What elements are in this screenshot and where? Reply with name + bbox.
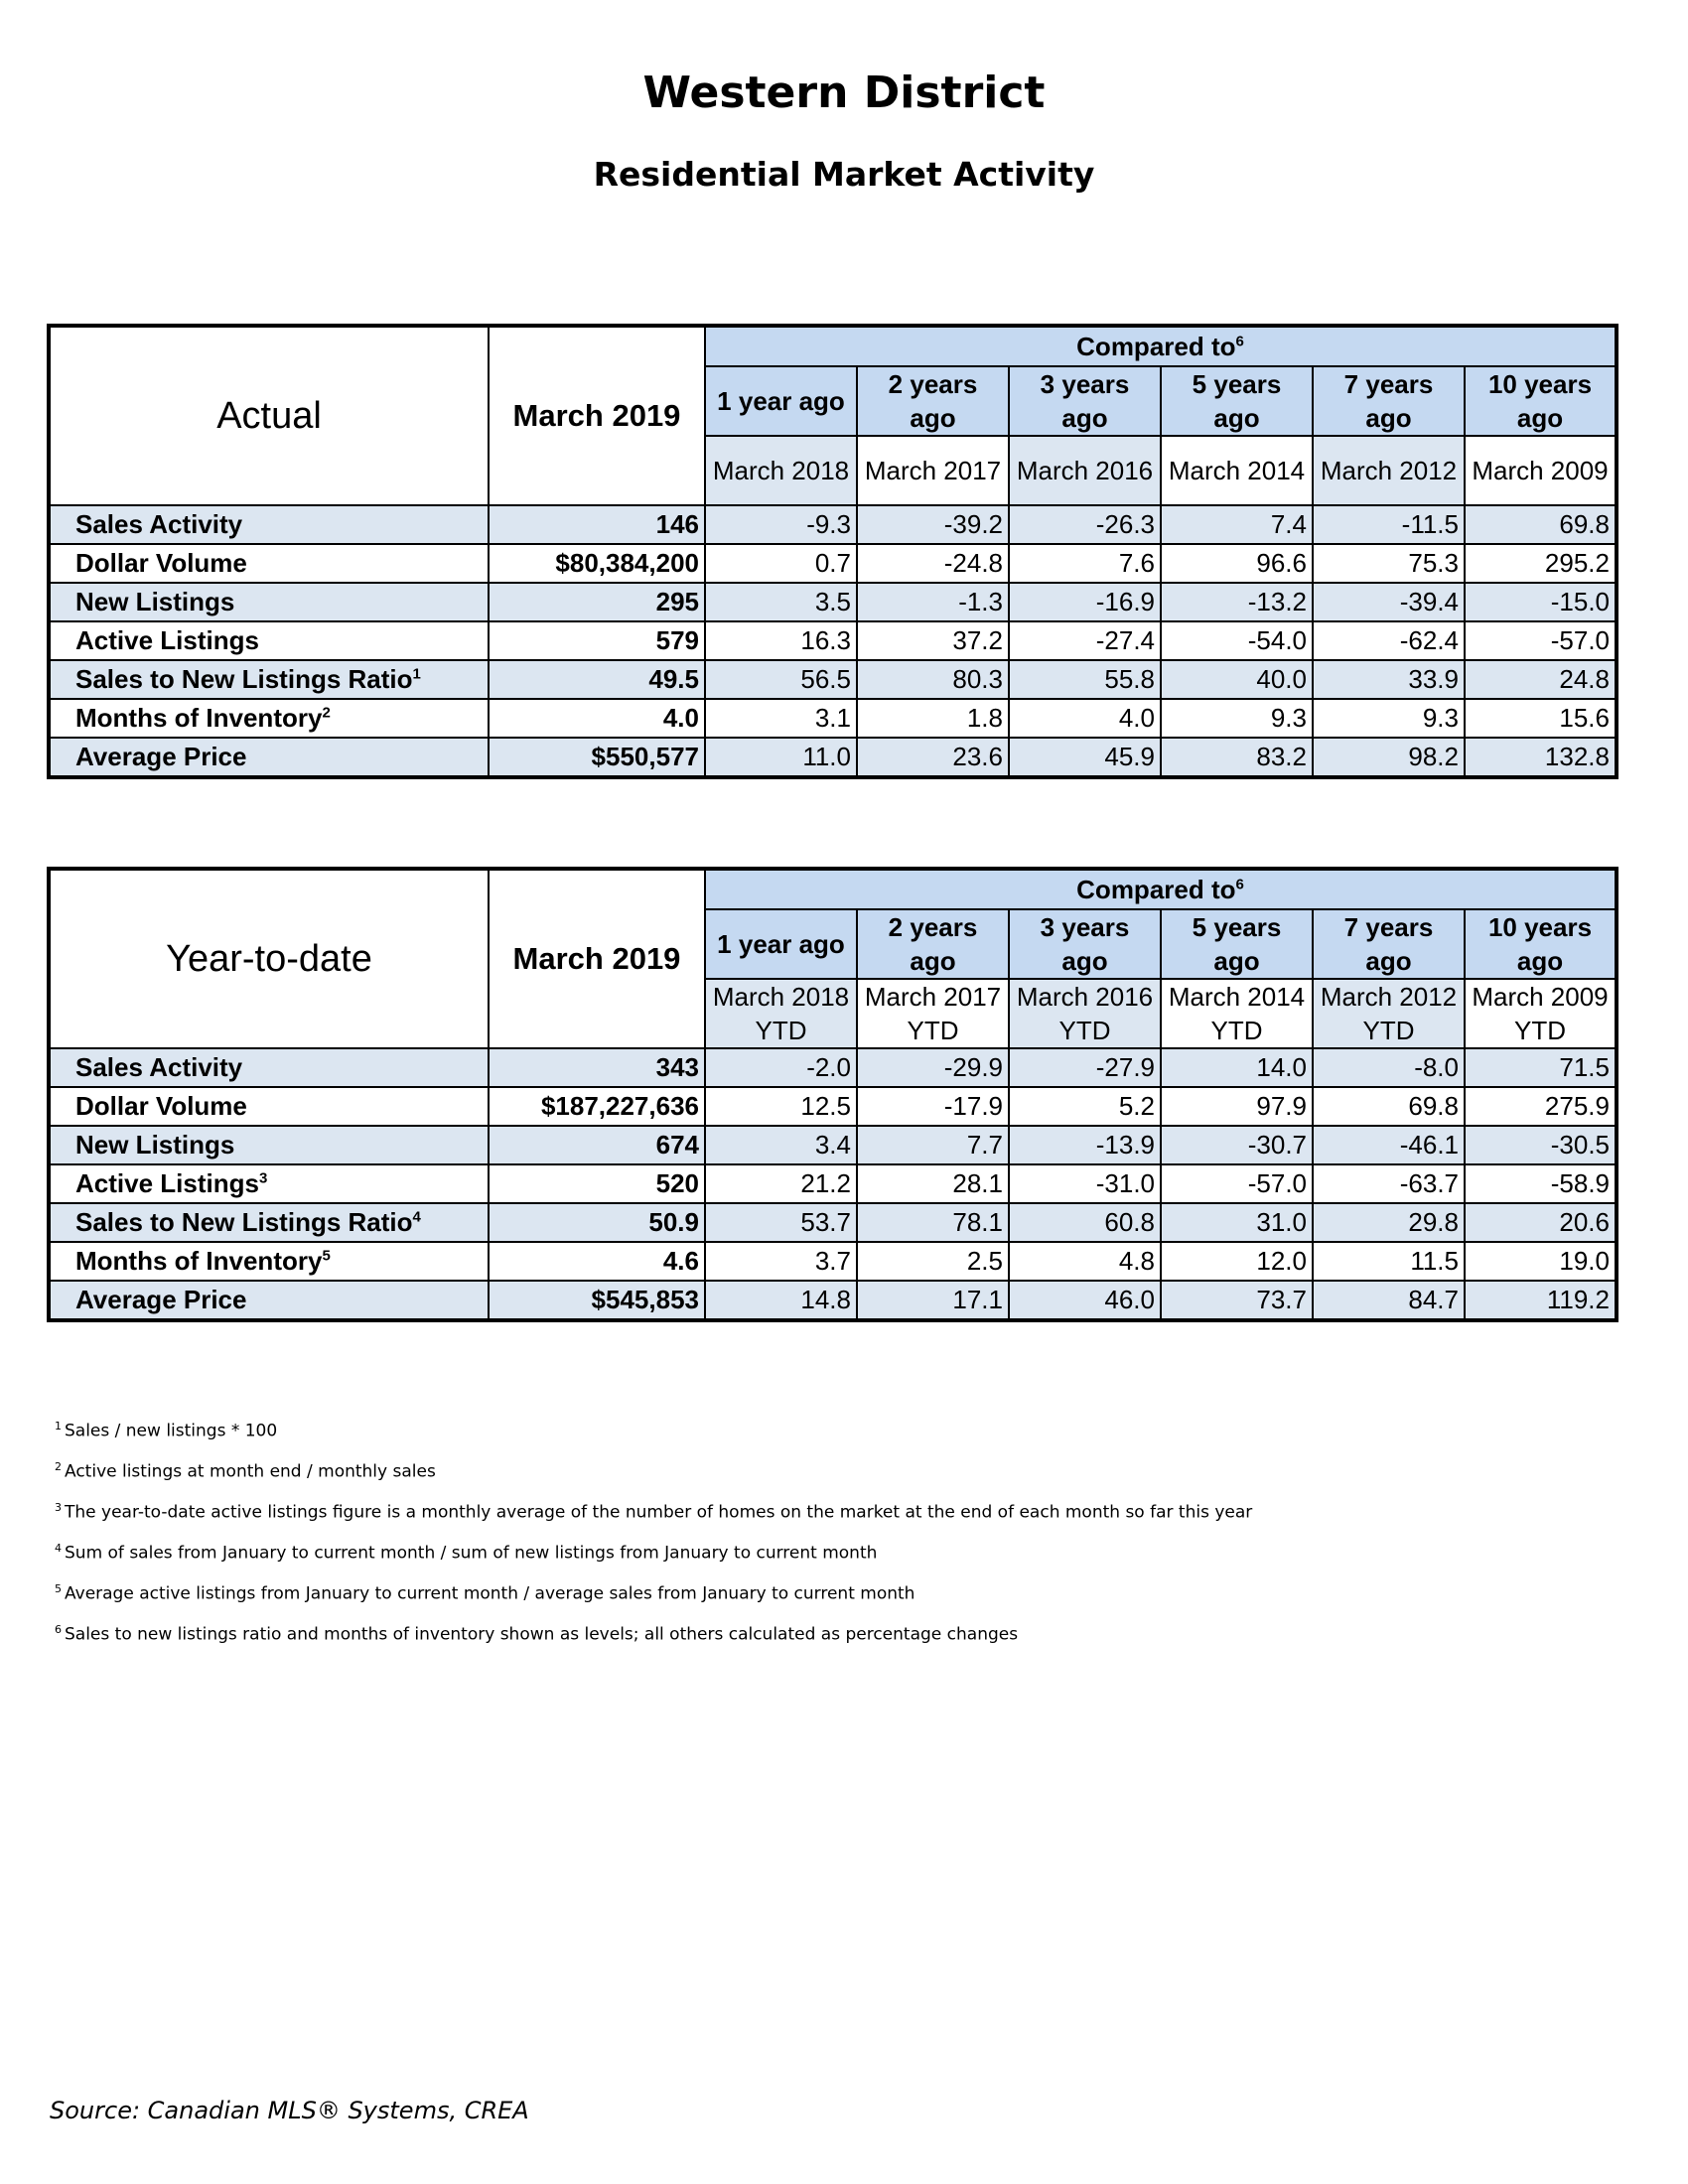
footnote-marker: 2	[322, 704, 331, 722]
row-label	[49, 621, 489, 660]
row-label	[49, 1281, 489, 1320]
table-row	[49, 660, 1617, 699]
table-row	[49, 1242, 1617, 1281]
change-value: 275.9	[1465, 1087, 1617, 1126]
period-header: 7 years ago	[1313, 366, 1465, 436]
footnote-number: 1	[55, 1420, 62, 1433]
row-label-text: Dollar Volume	[75, 1091, 247, 1121]
footnote-text: Sum of sales from January to current month / sum of new listings from January to current month	[65, 1543, 878, 1564]
change-value: 15.6	[1465, 699, 1617, 738]
change-value: -57.0	[1161, 1164, 1313, 1203]
change-value: -8.0	[1313, 1048, 1465, 1087]
change-value: 11.0	[705, 738, 857, 777]
period-header: 2 years ago	[857, 909, 1009, 979]
table-row	[49, 1048, 1617, 1087]
change-value: 23.6	[857, 738, 1009, 777]
period-subheader: March 2009	[1465, 436, 1617, 505]
change-value: -9.3	[705, 505, 857, 544]
table-row	[49, 1087, 1617, 1126]
change-value: -24.8	[857, 544, 1009, 583]
change-value: 98.2	[1313, 738, 1465, 777]
table-row	[49, 1126, 1617, 1164]
current-value: 520	[489, 1164, 705, 1203]
current-value: 50.9	[489, 1203, 705, 1242]
row-label-text: Active Listings	[75, 625, 259, 655]
footnote-marker: 4	[412, 1208, 421, 1226]
footnote-marker: 3	[258, 1169, 268, 1187]
change-value: -16.9	[1009, 583, 1161, 621]
change-value: 119.2	[1465, 1281, 1617, 1320]
change-value: -30.5	[1465, 1126, 1617, 1164]
row-label	[49, 505, 489, 544]
change-value: 295.2	[1465, 544, 1617, 583]
change-value: -29.9	[857, 1048, 1009, 1087]
change-value: -2.0	[705, 1048, 857, 1087]
row-label-text: Sales to New Listings Ratio	[75, 664, 413, 694]
change-value: 132.8	[1465, 738, 1617, 777]
row-label	[49, 660, 489, 699]
period-subheader: March 2014	[1161, 436, 1313, 505]
table-row	[49, 621, 1617, 660]
change-value: 37.2	[857, 621, 1009, 660]
change-value: -27.4	[1009, 621, 1161, 660]
period-header: 5 years ago	[1161, 909, 1313, 979]
period-header: 1 year ago	[705, 909, 857, 979]
row-label	[49, 699, 489, 738]
footnote-text: The year-to-date active listings figure is a monthly average of the number of homes on the market at the end of each month so far this year	[65, 1502, 1253, 1523]
period-header: 3 years ago	[1009, 366, 1161, 436]
row-label	[49, 1126, 489, 1164]
compared-to-header: Compared $to^6$	[705, 326, 1617, 366]
change-value: 12.5	[705, 1087, 857, 1126]
page-subtitle: Residential Market Activity	[593, 155, 1095, 194]
row-label-text: New Listings	[75, 1130, 235, 1160]
current-value: 579	[489, 621, 705, 660]
row-label-text: Dollar Volume	[75, 548, 247, 578]
current-value: $550,577	[489, 738, 705, 777]
period-header: 3 years ago	[1009, 909, 1161, 979]
row-label-text: Sales to New Listings Ratio	[75, 1207, 413, 1237]
row-label	[49, 583, 489, 621]
period-header: 2 years ago	[857, 366, 1009, 436]
table-row	[49, 699, 1617, 738]
change-value: 75.3	[1313, 544, 1465, 583]
period-header: 10 years ago	[1465, 909, 1617, 979]
period-header: 7 years ago	[1313, 909, 1465, 979]
change-value: 78.1	[857, 1203, 1009, 1242]
change-value: 31.0	[1161, 1203, 1313, 1242]
change-value: 83.2	[1161, 738, 1313, 777]
period-subheader: March 2017	[857, 436, 1009, 505]
period-header: 10 years ago	[1465, 366, 1617, 436]
change-value: -27.9	[1009, 1048, 1161, 1087]
footnote-marker: 5	[322, 1247, 331, 1265]
change-value: 33.9	[1313, 660, 1465, 699]
change-value: 4.8	[1009, 1242, 1161, 1281]
period-subheader: March 2014 YTD	[1161, 979, 1313, 1048]
period-subheader: March 2012 YTD	[1313, 979, 1465, 1048]
row-label-text: Average Price	[75, 1285, 247, 1314]
change-value: 97.9	[1161, 1087, 1313, 1126]
change-value: -62.4	[1313, 621, 1465, 660]
table-row	[49, 544, 1617, 583]
change-value: 60.8	[1009, 1203, 1161, 1242]
period-header: 5 years ago	[1161, 366, 1313, 436]
change-value: 28.1	[857, 1164, 1009, 1203]
actual-table	[47, 324, 1618, 779]
footnote	[55, 1415, 1252, 1455]
change-value: 2.5	[857, 1242, 1009, 1281]
change-value: -31.0	[1009, 1164, 1161, 1203]
current-value: 674	[489, 1126, 705, 1164]
footnote-number: 5	[55, 1582, 62, 1595]
table-row	[49, 1164, 1617, 1203]
current-month-header: March 2019	[489, 869, 705, 1048]
footnote	[55, 1618, 1252, 1659]
change-value: -26.3	[1009, 505, 1161, 544]
row-label	[49, 1087, 489, 1126]
current-value: 295	[489, 583, 705, 621]
change-value: -39.4	[1313, 583, 1465, 621]
change-value: 9.3	[1161, 699, 1313, 738]
row-label	[49, 1203, 489, 1242]
change-value: 7.7	[857, 1126, 1009, 1164]
table-row	[49, 1203, 1617, 1242]
row-label-text: Average Price	[75, 742, 247, 771]
change-value: 20.6	[1465, 1203, 1617, 1242]
row-label-text: Months of Inventory	[75, 703, 323, 733]
row-label-text: New Listings	[75, 587, 235, 616]
footnote-number: 3	[55, 1501, 62, 1514]
row-label-text: Months of Inventory	[75, 1246, 323, 1276]
change-value: 0.7	[705, 544, 857, 583]
change-value: 17.1	[857, 1281, 1009, 1320]
change-value: 45.9	[1009, 738, 1161, 777]
compared-to-header: Compared $to^6$	[705, 869, 1617, 909]
change-value: 56.5	[705, 660, 857, 699]
footnote-text: Sales / new listings * 100	[65, 1421, 278, 1441]
period-subheader: March 2016 YTD	[1009, 979, 1161, 1048]
footnote-number: 2	[55, 1460, 62, 1473]
row-label	[49, 738, 489, 777]
table-label: Actual	[49, 326, 489, 505]
current-value: 4.0	[489, 699, 705, 738]
current-value: $187,227,636	[489, 1087, 705, 1126]
period-header: 1 year ago	[705, 366, 857, 436]
change-value: -58.9	[1465, 1164, 1617, 1203]
change-value: 21.2	[705, 1164, 857, 1203]
change-value: 3.4	[705, 1126, 857, 1164]
current-value: 49.5	[489, 660, 705, 699]
period-subheader: March 2018 YTD	[705, 979, 857, 1048]
table-row	[49, 583, 1617, 621]
change-value: 7.4	[1161, 505, 1313, 544]
change-value: -15.0	[1465, 583, 1617, 621]
change-value: 16.3	[705, 621, 857, 660]
change-value: 69.8	[1313, 1087, 1465, 1126]
period-subheader: March 2016	[1009, 436, 1161, 505]
change-value: -63.7	[1313, 1164, 1465, 1203]
year-to-date-table	[47, 867, 1618, 1322]
footnote-text: Active listings at month end / monthly sales	[65, 1461, 436, 1482]
page-title: Western District	[642, 68, 1046, 118]
footnotes	[55, 1415, 1252, 1659]
row-label-text: Active Listings	[75, 1168, 259, 1198]
period-subheader: March 2018	[705, 436, 857, 505]
current-value: 343	[489, 1048, 705, 1087]
current-value: $80,384,200	[489, 544, 705, 583]
period-subheader: March 2017 YTD	[857, 979, 1009, 1048]
change-value: -46.1	[1313, 1126, 1465, 1164]
source-note: Source: Canadian MLS® Systems, CREA	[50, 2097, 529, 2124]
change-value: 5.2	[1009, 1087, 1161, 1126]
change-value: -30.7	[1161, 1126, 1313, 1164]
change-value: 24.8	[1465, 660, 1617, 699]
current-month-header: March 2019	[489, 326, 705, 505]
row-label	[49, 1242, 489, 1281]
change-value: 29.8	[1313, 1203, 1465, 1242]
change-value: 7.6	[1009, 544, 1161, 583]
change-value: 9.3	[1313, 699, 1465, 738]
current-value: 4.6	[489, 1242, 705, 1281]
change-value: -13.2	[1161, 583, 1313, 621]
footnote-number: 6	[55, 1623, 62, 1636]
change-value: 3.5	[705, 583, 857, 621]
change-value: -1.3	[857, 583, 1009, 621]
period-subheader: March 2009 YTD	[1465, 979, 1617, 1048]
change-value: -11.5	[1313, 505, 1465, 544]
row-label-text: Sales Activity	[75, 1052, 243, 1082]
change-value: 40.0	[1161, 660, 1313, 699]
change-value: 84.7	[1313, 1281, 1465, 1320]
change-value: -39.2	[857, 505, 1009, 544]
change-value: 46.0	[1009, 1281, 1161, 1320]
footnote-text: Average active listings from January to current month / average sales from January to current month	[65, 1583, 915, 1604]
change-value: -57.0	[1465, 621, 1617, 660]
footnote-number: 4	[55, 1542, 62, 1555]
change-value: 96.6	[1161, 544, 1313, 583]
row-label	[49, 1164, 489, 1203]
change-value: 14.0	[1161, 1048, 1313, 1087]
table-row	[49, 738, 1617, 777]
current-value: $545,853	[489, 1281, 705, 1320]
change-value: 14.8	[705, 1281, 857, 1320]
table-row	[49, 505, 1617, 544]
change-value: -13.9	[1009, 1126, 1161, 1164]
period-subheader: March 2012	[1313, 436, 1465, 505]
current-value: 146	[489, 505, 705, 544]
change-value: 71.5	[1465, 1048, 1617, 1087]
footnote-marker: 1	[412, 665, 421, 683]
change-value: 3.1	[705, 699, 857, 738]
change-value: -17.9	[857, 1087, 1009, 1126]
change-value: 11.5	[1313, 1242, 1465, 1281]
table-label: Year-to-date	[49, 869, 489, 1048]
row-label	[49, 1048, 489, 1087]
change-value: 12.0	[1161, 1242, 1313, 1281]
change-value: -54.0	[1161, 621, 1313, 660]
change-value: 1.8	[857, 699, 1009, 738]
change-value: 69.8	[1465, 505, 1617, 544]
footnote	[55, 1496, 1252, 1537]
change-value: 53.7	[705, 1203, 857, 1242]
change-value: 3.7	[705, 1242, 857, 1281]
change-value: 73.7	[1161, 1281, 1313, 1320]
table-row	[49, 1281, 1617, 1320]
footnote-text: Sales to new listings ratio and months of inventory shown as levels; all others calculated as percentage changes	[65, 1624, 1019, 1645]
change-value: 80.3	[857, 660, 1009, 699]
change-value: 19.0	[1465, 1242, 1617, 1281]
footnote	[55, 1537, 1252, 1577]
row-label-text: Sales Activity	[75, 509, 243, 539]
change-value: 4.0	[1009, 699, 1161, 738]
change-value: 55.8	[1009, 660, 1161, 699]
row-label	[49, 544, 489, 583]
footnote	[55, 1577, 1252, 1618]
footnote	[55, 1455, 1252, 1496]
